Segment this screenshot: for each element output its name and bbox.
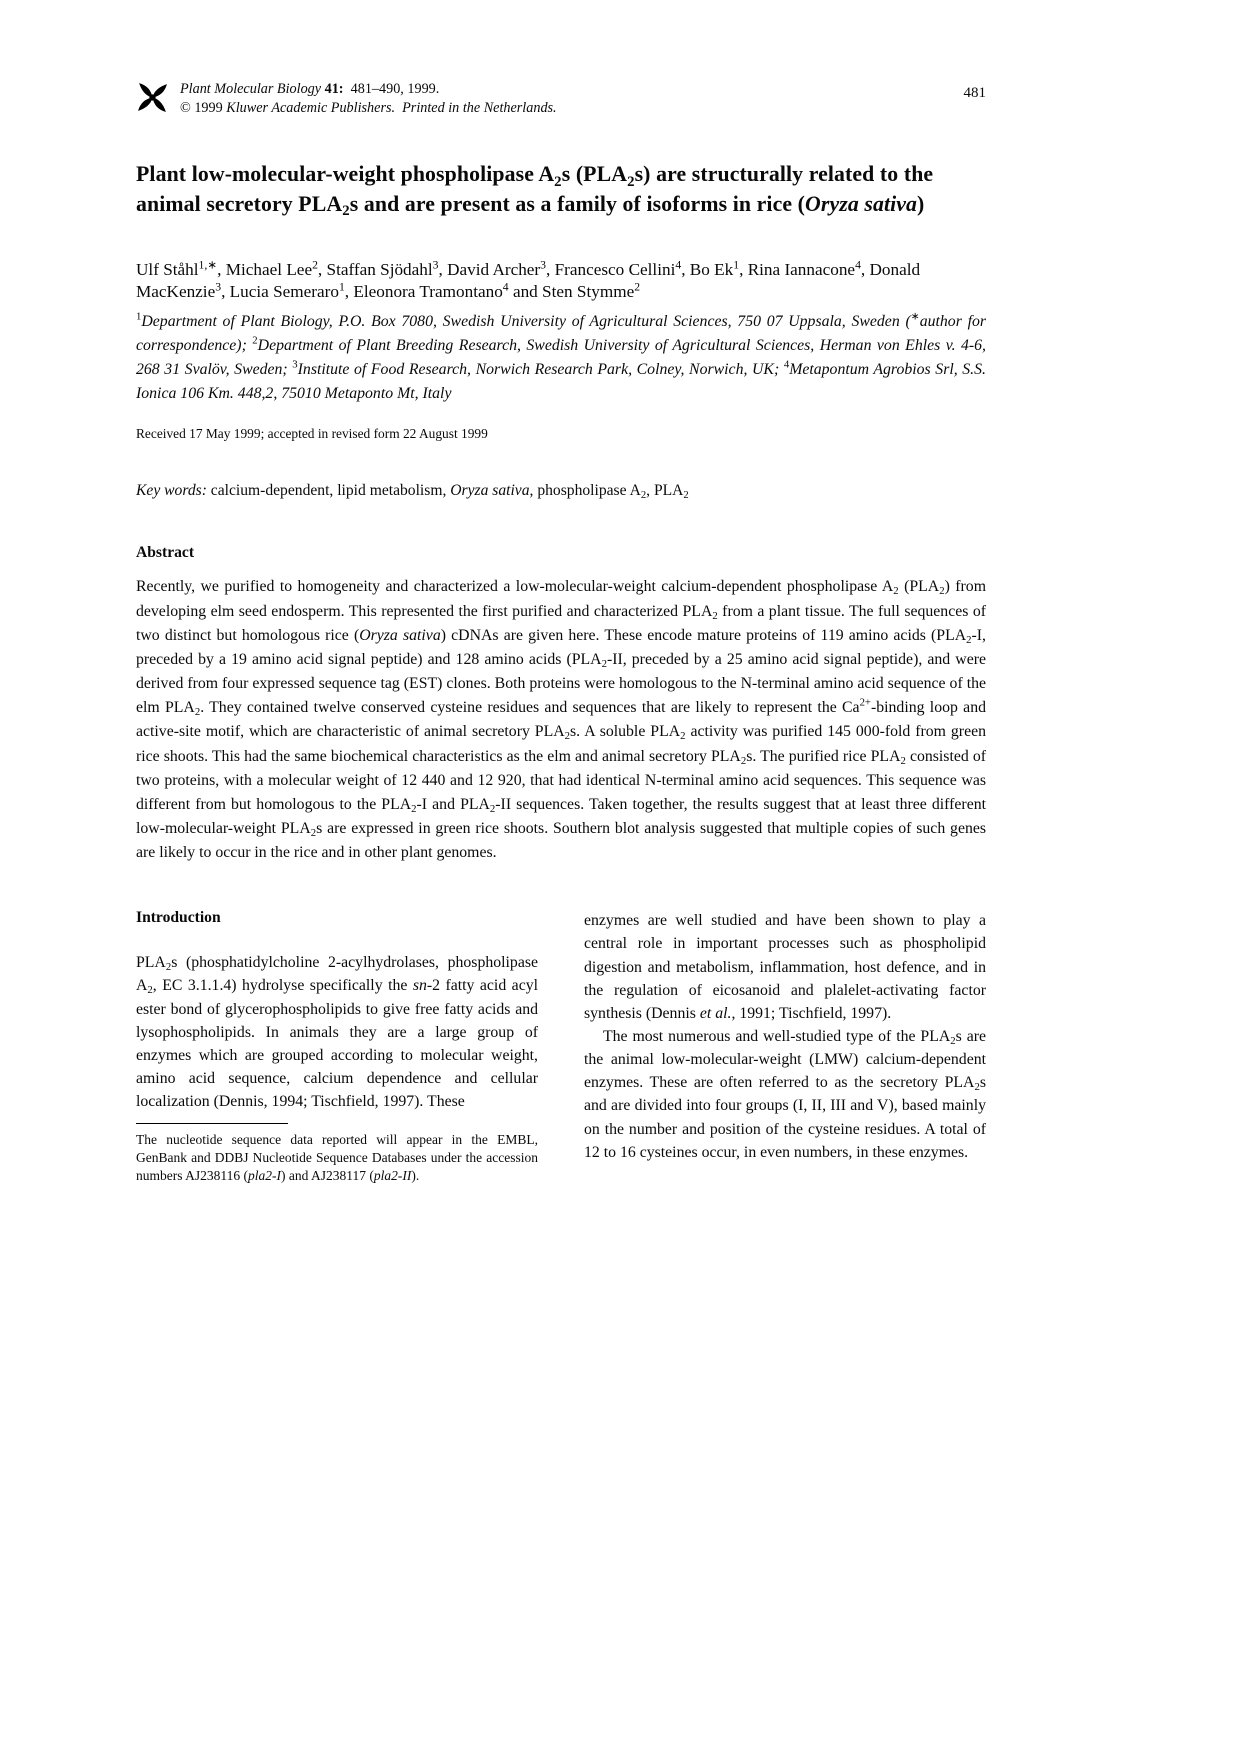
footnote <box>136 1123 538 1185</box>
journal-citation-block <box>180 80 557 117</box>
article-title: Plant low-molecular-weight phospholipase $A_2s$ $(PLA_2s)$ are structurally related to the animal secretory $PLA_2s$ and are present as a family of isoforms in rice (Oryza sativa) <box>136 162 934 220</box>
introduction-columns <box>136 909 986 1185</box>
introduction-right-paragraph-1: enzymes are well studied and have been shown to play a central role in important processes such as phospholipid digestion and metabolism, inflammation, host defence, and in the regulation of eicosanoid and plalelet-activating factor synthesis (Dennis et al., 1991; Tischfield, 1997). <box>584 912 986 1022</box>
introduction-left-paragraph: $PLA_2s$ (phosphatidylcholine 2-acylhydrolases, phospholipase $A_2$, EC 3.1.1.4) hydrolyse specifically the sn-2 fatty acid acyl ester bond of glycerophospholipids to give free fatty acids and lysophospholipids. In animals they are a large group of enzymes which are grouped according to molecular weight, amino acid sequence, calcium dependence and cellular localization (Dennis, 1994; Tischfield, 1997). These <box>136 954 538 1111</box>
journal-header-left <box>136 80 557 117</box>
journal-citation: Plant Molecular Biology 41: 481–490, 1999. <box>180 81 440 97</box>
introduction-right-paragraph-2: The most numerous and well-studied type of the $PLA_2s$ are the animal low-molecular-weight (LMW) calcium-dependent enzymes. These are often referred to as the secretory $PLA_2s$ and are divided into four groups (I, II, III and V), based mainly on the number and position of the cysteine residues. A total of 12 to 16 cysteines occur, in even numbers, in these enzymes. <box>584 1028 986 1161</box>
authors-line: Ulf Ståhl$^{1,∗}$, Michael Lee$^2$, Staffan Sjödahl$^3$, David Archer$^3$, Francesco Cellini$^4$, Bo Ek$^1$, Rina Iannacone$^4$, Donald MacKenzie$^3$, Lucia Semeraro$^1$, Eleonora Tramontano$^4$ and Sten Stymme$^2$ <box>136 258 921 302</box>
footnote-rule <box>136 1123 288 1124</box>
right-column <box>584 909 986 1185</box>
page-number: 481 <box>963 85 986 101</box>
received-line: Received 17 May 1999; accepted in revised form 22 August 1999 <box>136 426 488 442</box>
left-column <box>136 909 538 1185</box>
keywords-line: Key words: calcium-dependent, lipid metabolism, Oryza sativa, phospholipase $A_2$, $PLA_2$ <box>136 482 689 502</box>
page <box>136 0 986 1185</box>
copyright-line: © 1999 Kluwer Academic Publishers. Printed in the Netherlands. <box>180 99 557 116</box>
affiliations: $^1$Department of Plant Biology, P.O. Box 7080, Swedish University of Agricultural Sciences, 750 07 Uppsala, Sweden (∗author for correspondence); $^2$Department of Plant Breeding Research, Swedish University of Agricultural Sciences, Herman von Ehles v. 4-6, 268 31 Svalöv, Sweden; $^3$Institute of Food Research, Norwich Research Park, Colney, Norwich, UK; $^4$Metapontum Agrobios Srl, S.S. Ionica 106 Km. 448,2, 75010 Metaponto Mt, Italy <box>136 311 987 403</box>
abstract-text: Recently, we purified to homogeneity and characterized a low-molecular-weight calcium-dependent phospholipase $A_2$ $(PLA_2)$ from developing elm seed endosperm. This represented the first purified and characterized $PLA_2$ from a plant tissue. The full sequences of two distinct but homologous rice (Oryza sativa) cDNAs are given here. These encode mature proteins of 119 amino acids ($PLA_2-I$, preceded by a 19 amino acid signal peptide) and 128 amino acids ($PLA_2-II$, preceded by a 25 amino acid signal peptide), and were derived from four expressed sequence tag (EST) clones. Both proteins were homologous to the N-terminal amino acid sequence of the elm $PLA_2$. They contained twelve conserved cysteine residues and sequences that are likely to represent the $Ca^{2+}$-binding loop and active-site motif, which are characteristic of animal secretory $PLA_2s$. A soluble $PLA_2$ activity was purified 145 000-fold from green rice shoots. This had the same biochemical characteristics as the elm and animal secretory $PLA_2s$. The purified rice $PLA_2$ consisted of two proteins, with a molecular weight of 12 440 and 12 920, that had identical N-terminal amino acid sequences. This sequence was different from but homologous to the $PLA_2-I$ and $PLA_2-II$ sequences. Taken together, the results suggest that at least three different low-molecular-weight $PLA_2s$ are expressed in green rice shoots. Southern blot analysis suggested that multiple copies of such genes are likely to occur in the rice and in other plant genomes. <box>136 578 987 862</box>
footnote-text: The nucleotide sequence data reported will appear in the EMBL, GenBank and DDBJ Nucleotide Sequence Databases under the accession numbers AJ238116 (pla2-I) and AJ238117 (pla2-II). <box>136 1132 538 1184</box>
publisher-logo-icon <box>136 81 169 114</box>
abstract-heading: Abstract <box>136 544 195 562</box>
journal-header <box>136 80 986 117</box>
introduction-heading: Introduction <box>136 909 221 927</box>
